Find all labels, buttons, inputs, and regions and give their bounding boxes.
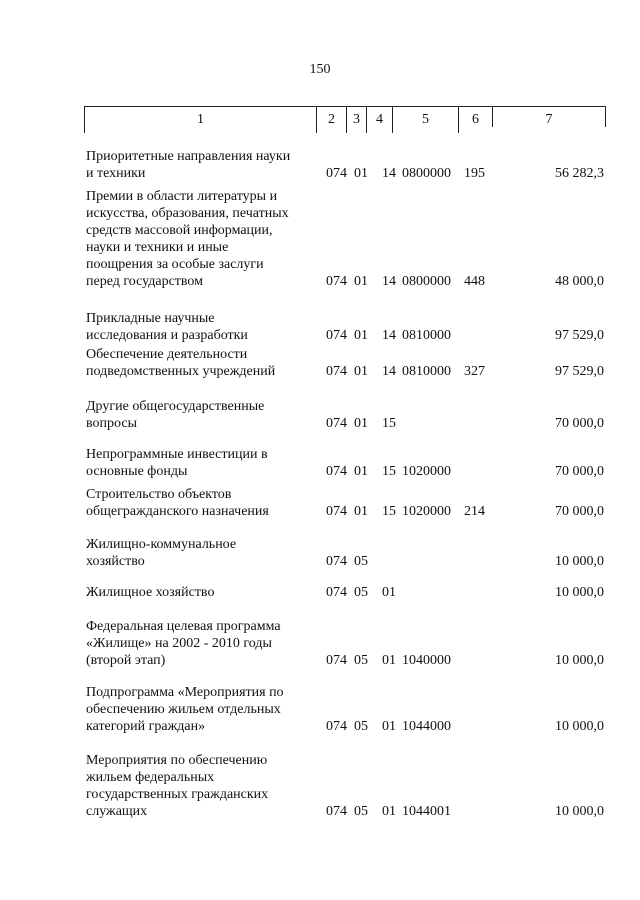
table-row	[0, 684, 640, 735]
table-row	[0, 148, 640, 182]
header-col-4: 4	[366, 107, 392, 133]
row-name: Мероприятия по обеспечению жильем федеральных государственных гражданских служащих	[86, 753, 269, 819]
code-target-article: 0810000	[402, 364, 451, 379]
code-expense-type: 195	[464, 166, 485, 181]
code-section: 01	[354, 504, 368, 519]
header-col-6: 6	[458, 107, 492, 133]
code-ved: 074	[326, 719, 347, 734]
code-target-article: 0810000	[402, 328, 451, 343]
code-subsection: 01	[382, 804, 396, 819]
row-name: Приоритетные направления науки и техники	[86, 149, 291, 181]
code-subsection: 15	[382, 464, 396, 479]
row-name: Подпрограмма «Мероприятия по обеспечению жильем отдельных категорий граждан»	[86, 685, 284, 734]
row-name: Жилищно-коммунальное хозяйство	[86, 537, 237, 569]
code-section: 01	[354, 328, 368, 343]
row-name: Федеральная целевая программа «Жилище» на 2002 - 2010 годы (второй этап)	[86, 619, 281, 668]
code-section: 05	[354, 804, 368, 819]
table-header	[84, 106, 606, 132]
code-subsection: 14	[382, 364, 396, 379]
code-expense-type: 448	[464, 274, 485, 289]
header-col-7: 7	[492, 107, 606, 127]
code-ved: 074	[326, 804, 347, 819]
row-amount: 56 282,3	[555, 166, 604, 181]
code-ved: 074	[326, 166, 347, 181]
code-ved: 074	[326, 364, 347, 379]
code-section: 05	[354, 554, 368, 569]
code-section: 05	[354, 585, 368, 600]
code-section: 01	[354, 364, 368, 379]
row-amount: 70 000,0	[555, 464, 604, 479]
code-target-article: 1044000	[402, 719, 451, 734]
table-row	[0, 618, 640, 669]
table-row	[0, 536, 640, 570]
row-name: Премии в области литературы и искусства, образования, печатных средств массовой информации, науки и техники и иные поощрения за особые заслуги перед государством	[86, 189, 289, 289]
code-subsection: 15	[382, 504, 396, 519]
table-row	[0, 446, 640, 480]
table-row	[0, 486, 640, 520]
row-amount: 70 000,0	[555, 416, 604, 431]
code-subsection: 01	[382, 653, 396, 668]
row-amount: 70 000,0	[555, 504, 604, 519]
code-target-article: 1020000	[402, 504, 451, 519]
row-name: Прикладные научные исследования и разработки	[86, 311, 248, 343]
code-ved: 074	[326, 328, 347, 343]
code-section: 01	[354, 274, 368, 289]
row-amount: 10 000,0	[555, 719, 604, 734]
code-ved: 074	[326, 464, 347, 479]
row-name: Строительство объектов общегражданского назначения	[86, 487, 269, 519]
code-subsection: 14	[382, 274, 396, 289]
code-section: 01	[354, 464, 368, 479]
code-subsection: 14	[382, 166, 396, 181]
code-target-article: 1044001	[402, 804, 451, 819]
code-section: 01	[354, 416, 368, 431]
row-amount: 10 000,0	[555, 554, 604, 569]
header-col-1: 1	[84, 107, 316, 133]
row-name: Другие общегосударственные вопросы	[86, 399, 265, 431]
header-col-2: 2	[316, 107, 346, 133]
table-row	[0, 398, 640, 432]
code-section: 01	[354, 166, 368, 181]
code-ved: 074	[326, 585, 347, 600]
row-amount: 10 000,0	[555, 804, 604, 819]
page-number: 150	[309, 62, 331, 77]
row-name: Обеспечение деятельности подведомственных учреждений	[86, 347, 276, 379]
code-subsection: 01	[382, 719, 396, 734]
table-row	[0, 310, 640, 344]
code-target-article: 1020000	[402, 464, 451, 479]
code-target-article: 0800000	[402, 274, 451, 289]
table-row	[0, 584, 640, 601]
code-expense-type: 214	[464, 504, 485, 519]
code-target-article: 1040000	[402, 653, 451, 668]
row-amount: 10 000,0	[555, 585, 604, 600]
code-ved: 074	[326, 504, 347, 519]
code-subsection: 01	[382, 585, 396, 600]
code-target-article: 0800000	[402, 166, 451, 181]
header-col-5: 5	[392, 107, 458, 133]
table-row	[0, 346, 640, 380]
code-subsection: 14	[382, 328, 396, 343]
table-row	[0, 188, 640, 290]
row-amount: 97 529,0	[555, 364, 604, 379]
row-name: Жилищное хозяйство	[86, 585, 215, 600]
code-section: 05	[354, 719, 368, 734]
code-section: 05	[354, 653, 368, 668]
code-ved: 074	[326, 416, 347, 431]
row-amount: 10 000,0	[555, 653, 604, 668]
table-row	[0, 752, 640, 820]
code-subsection: 15	[382, 416, 396, 431]
code-expense-type: 327	[464, 364, 485, 379]
row-amount: 97 529,0	[555, 328, 604, 343]
code-ved: 074	[326, 653, 347, 668]
row-amount: 48 000,0	[555, 274, 604, 289]
code-ved: 074	[326, 274, 347, 289]
row-name: Непрограммные инвестиции в основные фонды	[86, 447, 268, 479]
header-col-3: 3	[346, 107, 366, 133]
code-ved: 074	[326, 554, 347, 569]
